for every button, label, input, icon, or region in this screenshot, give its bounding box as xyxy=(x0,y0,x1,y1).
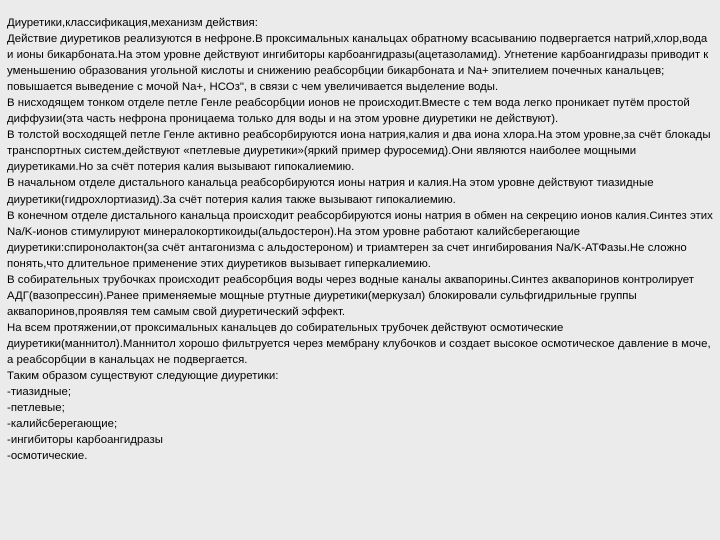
paragraph-collecting-ducts: В собирательных трубочках происходит реабсорбция воды через водные каналы аквапорины.Синтез аквапоринов контролирует АДГ(вазопрессин).Ранее применяемые мощные ртутные диуретики(меркузал) блокировали сульфгидрильные группы аквапоринов,проявляя тем самым свой диуретический эффект. xyxy=(7,273,695,318)
paragraph-proximal-tubule: Действие диуретиков реализуются в нефроне.В проксимальных канальцах обратному всасыванию подвергается натрий,хлор,вода и ионы бикарбоната.На этом уровне действуют ингибиторы карбоангидразы(ацетазоламид). Угнетение карбоангидразы приводит к уменьшению образования угольной кислоты и снижению реабсорбции бикарбоната и Na+ эпителием почечных канальцев; повышается выведение с мочой Na+, НСОз", в связи с чем увеличивается выделение воды. xyxy=(7,33,709,94)
paragraph-descending-limb: В нисходящем тонком отделе петле Генле реабсорбции ионов не происходит.Вместе с тем вода легко проникает путём простой диффузии(эта часть нефрона проницаема только для воды и на этом уровне диуретики не действуют). xyxy=(7,97,690,126)
paragraph-early-distal-tubule: В начальном отделе дистального канальца реабсорбируются ионы натрия и калия.На этом уровне действуют тиазидные диуретики(гидрохлортиазид).За счёт потерия калия также вызывают гипокалиемию. xyxy=(7,177,654,206)
document-page xyxy=(7,15,715,464)
list-item: -тиазидные; xyxy=(7,386,72,399)
paragraph-ascending-limb: В толстой восходящей петле Генле активно реабсорбируются иона натрия,калия и два иона хлора.На этом уровне,за счёт блокады транспортных систем,действуют «петлевые диуретики»(яркий пример фуросемид).Они являются наиболее мощными диуретиками.Но за счёт потерия калия вызывают гипокалиемию. xyxy=(7,129,711,174)
list-item: -калийсберегающие; xyxy=(7,418,118,431)
diuretics-list xyxy=(7,384,715,464)
paragraph-summary-intro: Таким образом существуют следующие диуретики: xyxy=(7,370,279,383)
paragraph-late-distal-tubule: В конечном отделе дистального канальца происходит реабсорбируются ионы натрия в обмен на секрецию ионов калия.Синтез этих Na/K-ионов стимулируют минералокортикоиды(альдостерон).На этом уровне работают калийсберегающие диуретики:спиронолактон(за счёт антагонизма с альдостероном) и триамтерен за счет ингибирования Na/K-АТФазы.Не сложно понять,что длительное применение этих диуретиков вызывает гиперкалиемию. xyxy=(7,209,713,270)
list-item: -ингибиторы карбоангидразы xyxy=(7,434,163,447)
paragraph-osmotic-diuretics: На всем протяжении,от проксимальных канальцев до собирательных трубочек действуют осмотические диуретики(маннитол).Маннитол хорошо фильтруется через мембрану клубочков и создает высокое осмотическое давление в моче, а реабсорбции в канальцах не подвергается. xyxy=(7,321,711,366)
document-title: Диуретики,классификация,механизм действия: xyxy=(7,17,258,29)
list-item: -осмотические. xyxy=(7,450,88,463)
list-item: -петлевые; xyxy=(7,402,65,415)
